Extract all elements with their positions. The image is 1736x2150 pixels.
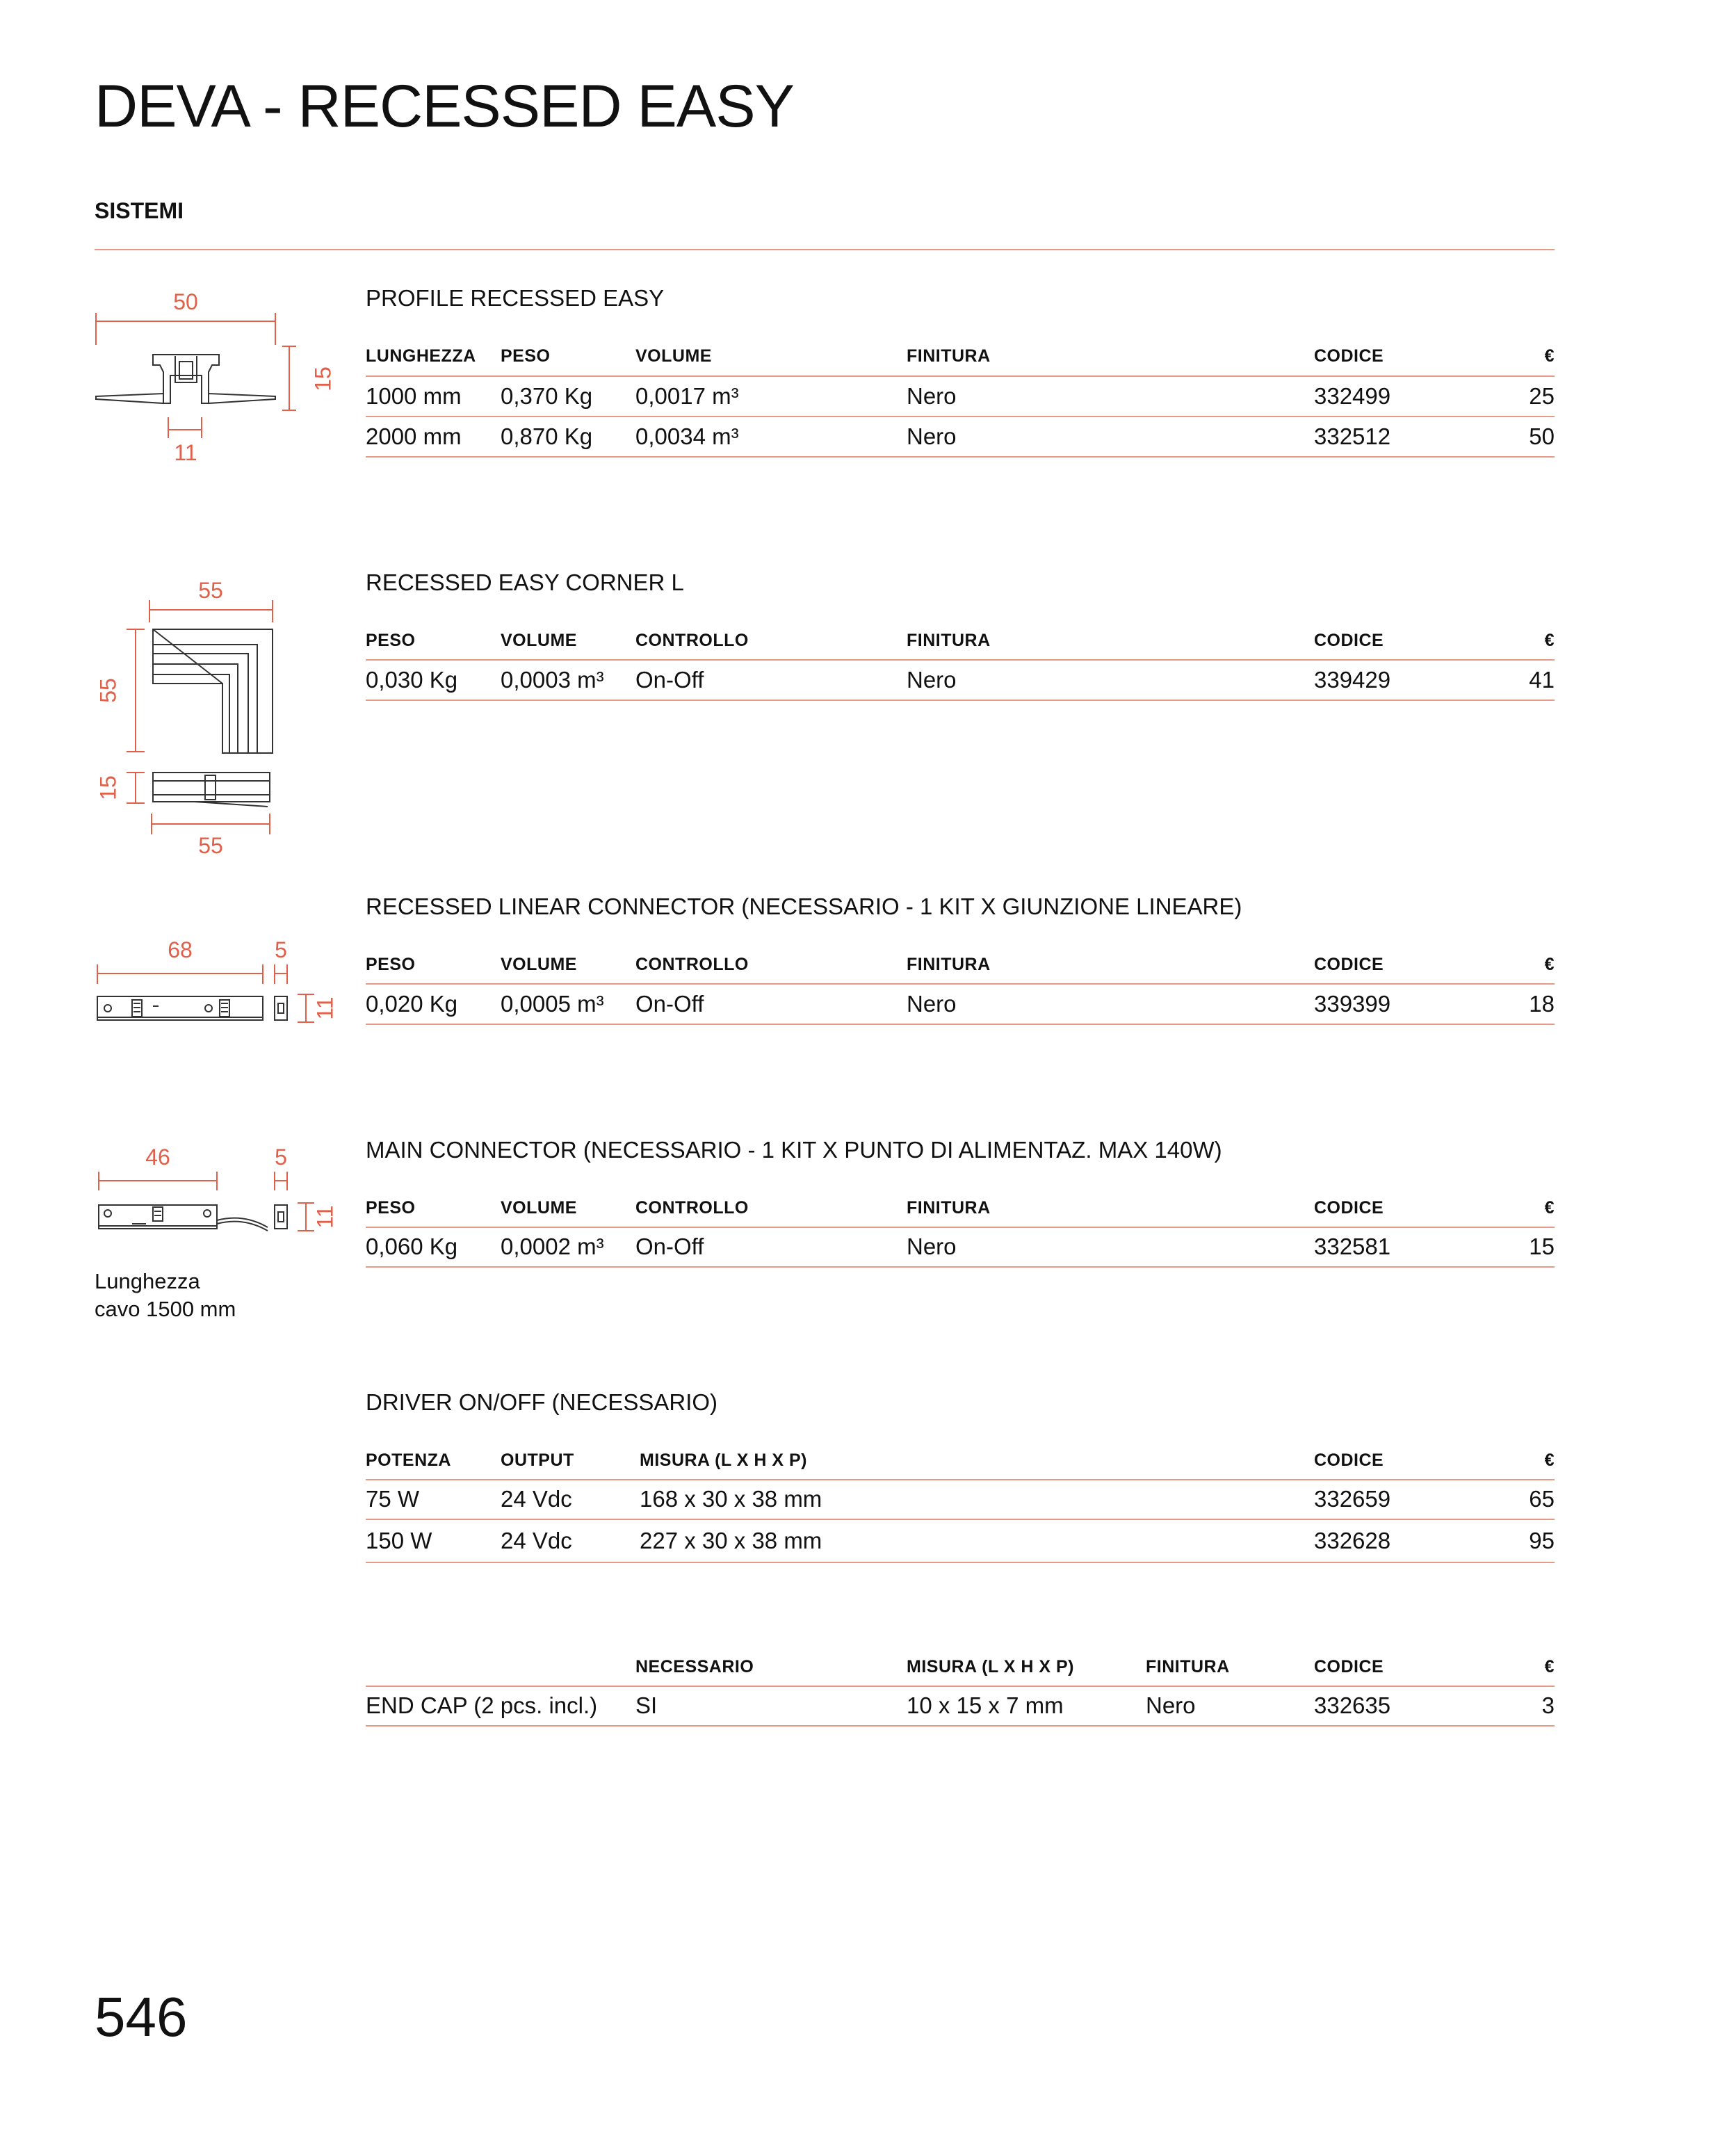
dim-width: 46 [145, 1145, 170, 1170]
cell: 339399 [1314, 991, 1391, 1017]
table-rule [366, 1519, 1555, 1520]
cell: 150 W [366, 1528, 432, 1553]
section-title: PROFILE RECESSED EASY [366, 285, 665, 311]
col-header: OUTPUT [501, 1450, 574, 1470]
table-rule [366, 1479, 1555, 1480]
cell: 10 x 15 x 7 mm [907, 1692, 1064, 1718]
col-header: VOLUME [501, 1198, 577, 1218]
table-rule [366, 1562, 1555, 1563]
cell: 1000 mm [366, 383, 462, 409]
col-header: € [1544, 631, 1555, 650]
cell: 24 Vdc [501, 1486, 572, 1512]
dim-side: 5 [275, 1145, 287, 1170]
col-header: MISURA (L X H X P) [907, 1657, 1074, 1676]
table-rule [366, 1725, 1555, 1727]
col-header: PESO [501, 346, 551, 366]
cell: On-Off [635, 991, 704, 1017]
page-title: DEVA - RECESSED EASY [95, 73, 794, 140]
cell: 168 x 30 x 38 mm [640, 1486, 822, 1512]
table-rule [366, 375, 1555, 377]
col-header: PESO [366, 1198, 416, 1218]
section-title: MAIN CONNECTOR (NECESSARIO - 1 KIT X PUNTO DI ALIMENTAZ. MAX 140W) [366, 1137, 1222, 1163]
dim-width: 50 [173, 289, 198, 314]
col-header: MISURA (L X H X P) [640, 1450, 807, 1470]
col-header: FINITURA [907, 955, 991, 974]
cell: 339429 [1314, 667, 1391, 693]
table-rule [366, 659, 1555, 661]
corner-drawing [83, 567, 292, 859]
table-rule [366, 1266, 1555, 1268]
cell: 0,060 Kg [366, 1234, 458, 1259]
cell: 0,0005 m³ [501, 991, 604, 1017]
col-header: CODICE [1314, 346, 1384, 366]
col-header: CONTROLLO [635, 955, 749, 974]
section-title: RECESSED LINEAR CONNECTOR (NECESSARIO - 1 KIT X GIUNZIONE LINEARE) [366, 894, 1242, 919]
col-header: CONTROLLO [635, 1198, 749, 1218]
cell: On-Off [635, 667, 704, 693]
col-header: CODICE [1314, 955, 1384, 974]
main-connector-drawing [83, 1133, 348, 1245]
col-header: € [1544, 1198, 1555, 1218]
cell: 0,870 Kg [501, 423, 593, 449]
cell: 332581 [1314, 1234, 1391, 1259]
cell: Nero [907, 1234, 957, 1259]
dim-width: 68 [168, 937, 193, 962]
cell: 41 [1529, 667, 1555, 693]
col-header: VOLUME [501, 631, 577, 650]
cell: 0,0003 m³ [501, 667, 604, 693]
table-rule [366, 1227, 1555, 1228]
cell: SI [635, 1692, 658, 1718]
cell: Nero [907, 991, 957, 1017]
col-header: CODICE [1314, 1450, 1384, 1470]
cell: On-Off [635, 1234, 704, 1259]
cell: 332635 [1314, 1692, 1391, 1718]
col-header: POTENZA [366, 1450, 451, 1470]
dim-side-width: 55 [198, 833, 223, 858]
cell: 95 [1529, 1528, 1555, 1553]
cell: 24 Vdc [501, 1528, 572, 1553]
cell: 2000 mm [366, 423, 462, 449]
col-header: FINITURA [1146, 1657, 1230, 1676]
cable-length-note: Lunghezza cavo 1500 mm [95, 1269, 236, 1321]
col-header: CODICE [1314, 631, 1384, 650]
dim-height: 11 [312, 1205, 338, 1229]
dim-height: 15 [95, 775, 121, 800]
cell: Nero [1146, 1692, 1196, 1718]
section-title: RECESSED EASY CORNER L [366, 569, 684, 595]
cell: Nero [907, 423, 957, 449]
col-header: CODICE [1314, 1198, 1384, 1218]
cell: Nero [907, 383, 957, 409]
cell: 3 [1541, 1692, 1555, 1718]
table-rule [366, 416, 1555, 417]
col-header: € [1544, 1450, 1555, 1470]
divider [95, 249, 1555, 250]
col-header: € [1544, 955, 1555, 974]
cell: 25 [1529, 383, 1555, 409]
section-subtitle: SISTEMI [95, 198, 184, 223]
dim-depth: 11 [174, 440, 197, 465]
table-rule [366, 983, 1555, 985]
page-number: 546 [95, 1986, 188, 2048]
dim-side: 5 [275, 937, 287, 962]
col-header: PESO [366, 955, 416, 974]
dim-depth: 55 [95, 678, 121, 703]
cell: 0,0034 m³ [635, 423, 739, 449]
cell: 50 [1529, 423, 1555, 449]
profile-drawing [83, 278, 348, 480]
col-header: LUNGHEZZA [366, 346, 476, 366]
col-header: VOLUME [501, 955, 577, 974]
cell: 332512 [1314, 423, 1391, 449]
col-header: FINITURA [907, 346, 991, 366]
cell: 332659 [1314, 1486, 1391, 1512]
col-header: CONTROLLO [635, 631, 749, 650]
table-rule [366, 700, 1555, 701]
table-rule [366, 1024, 1555, 1025]
cell: 15 [1529, 1234, 1555, 1259]
cell: 0,020 Kg [366, 991, 458, 1017]
col-header: PESO [366, 631, 416, 650]
dim-height: 11 [312, 996, 338, 1020]
col-header: € [1544, 346, 1555, 366]
cell: 75 W [366, 1486, 420, 1512]
col-header: FINITURA [907, 631, 991, 650]
section-title: DRIVER ON/OFF (NECESSARIO) [366, 1389, 718, 1415]
cell: 332628 [1314, 1528, 1391, 1553]
cell: 65 [1529, 1486, 1555, 1512]
col-header: CODICE [1314, 1657, 1384, 1676]
col-header: NECESSARIO [635, 1657, 754, 1676]
cell: END CAP (2 pcs. incl.) [366, 1692, 598, 1718]
dim-height: 15 [310, 366, 336, 391]
cell: 332499 [1314, 383, 1391, 409]
col-header: FINITURA [907, 1198, 991, 1218]
cell: 0,030 Kg [366, 667, 458, 693]
cell: 0,0002 m³ [501, 1234, 604, 1259]
linear-connector-drawing [83, 928, 348, 1040]
cell: 0,370 Kg [501, 383, 593, 409]
dim-width: 55 [198, 578, 223, 603]
table-rule [366, 1686, 1555, 1687]
table-rule [366, 456, 1555, 458]
cell: 0,0017 m³ [635, 383, 739, 409]
cell: 18 [1529, 991, 1555, 1017]
col-header: VOLUME [635, 346, 712, 366]
cell: Nero [907, 667, 957, 693]
cell: 227 x 30 x 38 mm [640, 1528, 822, 1553]
col-header: € [1544, 1657, 1555, 1676]
